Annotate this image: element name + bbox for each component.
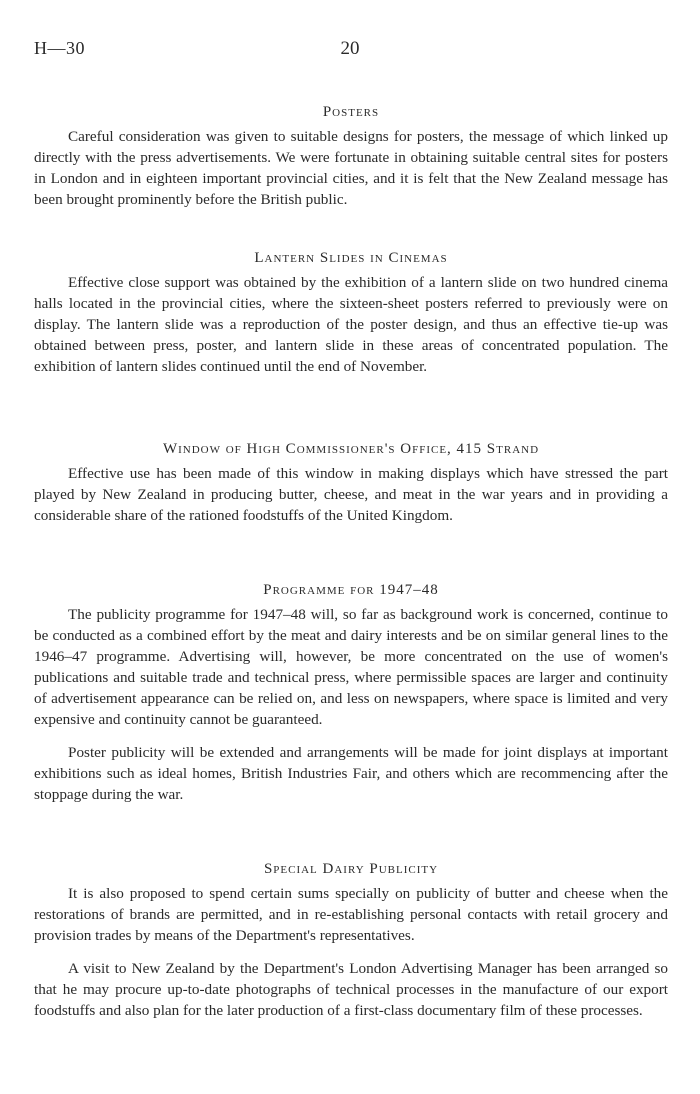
page-body bbox=[34, 102, 668, 1021]
section-dairy-publicity bbox=[34, 859, 668, 1021]
section-lantern-slides bbox=[34, 248, 668, 377]
section-heading: Special Dairy Publicity bbox=[263, 861, 439, 877]
section-programme bbox=[34, 580, 668, 805]
page-number: 20 bbox=[340, 38, 360, 59]
paragraph: A visit to New Zealand by the Department's London Advertising Manager has been arranged so that he may procure up-to-date photographs of technical processes in the manufacture of our export foodstuffs and also plan for the later production of a first-class documentary film of these processes. bbox=[34, 960, 668, 1019]
section-heading: Programme for 1947–48 bbox=[263, 582, 439, 598]
paragraph: Careful consideration was given to suitable designs for posters, the message of which linked up directly with the press advertisements. We were fortunate in obtaining suitable central sites for posters in London and in eighteen important provincial cities, and it is felt that the New Zealand message has been brought prominently before the British public. bbox=[34, 128, 668, 208]
section-heading: Window of High Commissioner's Office, 415 Strand bbox=[162, 441, 540, 457]
page-header bbox=[34, 38, 666, 68]
paragraph: Effective close support was obtained by the exhibition of a lantern slide on two hundred cinema halls located in the provincial cities, where the sixteen-sheet posters referred to previously were on display. The lantern slide was a reproduction of the poster design, and thus an effective tie-up was obtained between press, poster, and lantern slide in these areas of concentrated population. The exhibition of lantern slides continued until the end of November. bbox=[34, 274, 668, 375]
section-posters bbox=[34, 102, 668, 210]
section-window-display bbox=[34, 439, 668, 526]
paragraph: It is also proposed to spend certain sums specially on publicity of butter and cheese when the restorations of brands are permitted, and in re-establishing personal contacts with retail grocery and provision trades by means of the Department's representatives. bbox=[34, 885, 668, 944]
section-heading: Posters bbox=[322, 104, 380, 120]
section-heading: Lantern Slides in Cinemas bbox=[254, 250, 448, 266]
paragraph: Poster publicity will be extended and arrangements will be made for joint displays at important exhibitions such as ideal homes, British Industries Fair, and others which are recommencing after the stoppage during the war. bbox=[34, 744, 668, 803]
document-reference: H—30 bbox=[34, 38, 85, 58]
paragraph: Effective use has been made of this window in making displays which have stressed the part played by New Zealand in producing butter, cheese, and meat in the war years and in providing a considerable share of the rationed foodstuffs of the United Kingdom. bbox=[34, 465, 668, 524]
paragraph: The publicity programme for 1947–48 will, so far as background work is concerned, continue to be conducted as a combined effort by the meat and dairy interests and be on similar general lines to the 1946–47 programme. Advertising will, however, be more concentrated on the use of women's publications and suitable trade and technical press, where permissible spaces are larger and continuity of advertisement appearance can be relied on, and less on newspapers, where space is limited and very expensive and continuity cannot be guaranteed. bbox=[34, 606, 668, 728]
